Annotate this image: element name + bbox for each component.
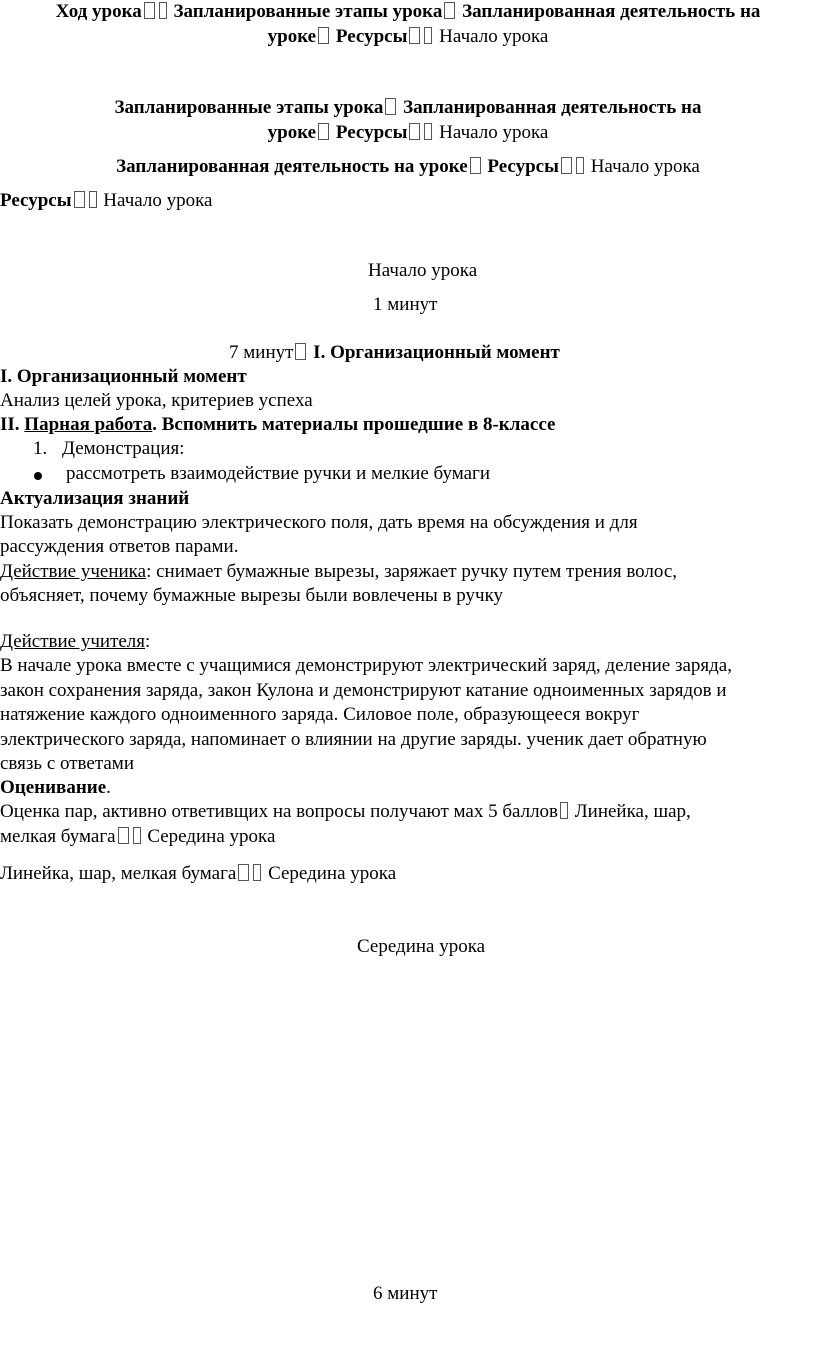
missing-glyph-icon [159, 2, 167, 19]
stage3-title: Середина урока [357, 936, 486, 957]
header4-start: Начало урока [103, 190, 213, 211]
missing-glyph-icon [89, 191, 97, 208]
pair-work-label: Парная работа [24, 414, 153, 435]
numbered-item [33, 437, 185, 461]
missing-glyph-icon [253, 864, 261, 881]
missing-glyph-icon [318, 123, 329, 140]
stage2-line [229, 341, 560, 365]
header1-resources: Ресурсы [335, 26, 408, 47]
stage2-title: I. Организационный момент [313, 342, 560, 363]
teacher-action-heading: Действие учителя: [0, 631, 151, 652]
missing-glyph-icon [238, 864, 249, 881]
actualization-heading: Актуализация знаний [0, 488, 190, 509]
header1-line2 [0, 25, 816, 49]
header2-resources: Ресурсы [335, 122, 408, 143]
student-action-line2: объясняет, почему бумажные вырезы были вовлечены в ручку [0, 585, 504, 606]
student-action-line1: Действие ученика: снимает бумажные вырезы, заряжает ручку путем трения волос, [0, 561, 678, 582]
teacher-text-line1: В начале урока вместе с учащимися демонстрируют электрический заряд, деление заряда, [0, 655, 732, 676]
missing-glyph-icon [295, 343, 306, 360]
missing-glyph-icon [118, 827, 129, 844]
bullet-item-text: рассмотреть взаимодействие ручки и мелкие бумаги [66, 463, 491, 484]
header2-planned-stages: Запланированные этапы урока [114, 97, 384, 118]
section2-heading: II. Парная работа. Вспомнить материалы прошедшие в 8-классе [0, 414, 556, 435]
org-moment-heading: I. Организационный момент [0, 366, 247, 387]
evaluation-heading: Оценивание. [0, 777, 111, 798]
header1-line1 [0, 0, 816, 24]
header1-lesson: уроке [267, 26, 317, 47]
missing-glyph-icon [444, 2, 455, 19]
header4-line [0, 189, 212, 213]
header2-start: Начало урока [439, 122, 549, 143]
header2-planned-activity: Запланированная деятельность на [403, 97, 702, 118]
missing-glyph-icon [560, 802, 568, 819]
stage2-duration: 7 минут [229, 342, 294, 363]
missing-glyph-icon [424, 27, 432, 44]
missing-glyph-icon [409, 27, 420, 44]
analysis-text: Анализ целей урока, критериев успеха [0, 390, 313, 411]
missing-glyph-icon [318, 27, 329, 44]
teacher-text-line3: натяжение каждого одноименного заряда. Силовое поле, образующееся вокруг [0, 704, 640, 725]
resources-line: Линейка, шар, мелкая бумага Середина урока [0, 863, 397, 884]
missing-glyph-icon [576, 157, 584, 174]
header3-line [0, 155, 816, 179]
missing-glyph-icon [144, 2, 155, 19]
stage3-duration: 6 минут [373, 1283, 438, 1304]
missing-glyph-icon [470, 157, 481, 174]
header1-planned-activity: Запланированная деятельность на [462, 1, 761, 22]
student-action-label: Действие ученика [0, 561, 147, 582]
actualization-line1: Показать демонстрацию электрического поля, дать время на обсуждения и для [0, 512, 638, 533]
numbered-item-text: Демонстрация: [62, 438, 185, 459]
evaluation-line2: мелкая бумага Середина урока [0, 826, 276, 847]
numbered-marker: 1. [33, 438, 48, 459]
header4-resources: Ресурсы [0, 190, 72, 211]
header1-lesson-course: Ход урока [55, 1, 142, 22]
header3-resources: Ресурсы [487, 156, 559, 177]
teacher-action-label: Действие учителя [0, 631, 146, 652]
teacher-text-line4: электрического заряда, напоминает о влиянии на другие заряды. ученик дает обратную [0, 729, 707, 750]
missing-glyph-icon [409, 123, 420, 140]
missing-glyph-icon [133, 827, 141, 844]
header3-start: Начало урока [590, 156, 700, 177]
actualization-line2: рассуждения ответов парами. [0, 536, 239, 557]
bullet-icon [34, 472, 42, 480]
missing-glyph-icon [561, 157, 572, 174]
header2-lesson: уроке [267, 122, 317, 143]
teacher-text-line2: закон сохранения заряда, закон Кулона и демонстрируют катание одноименных зарядов и [0, 680, 727, 701]
missing-glyph-icon [385, 98, 396, 115]
missing-glyph-icon [424, 123, 432, 140]
header1-start: Начало урока [439, 26, 549, 47]
stage1-title: Начало урока [368, 260, 478, 281]
header2-line1 [0, 96, 816, 120]
missing-glyph-icon [74, 191, 85, 208]
stage1-duration: 1 минут [373, 294, 438, 315]
teacher-text-line5: связь с ответами [0, 753, 135, 774]
header1-planned-stages: Запланированные этапы урока [173, 1, 443, 22]
header2-line2 [0, 121, 816, 145]
header3-planned-activity: Запланированная деятельность на уроке [116, 156, 468, 177]
evaluation-line1: Оценка пар, активно ответивщих на вопросы получают мах 5 баллов Линейка, шар, [0, 801, 691, 822]
